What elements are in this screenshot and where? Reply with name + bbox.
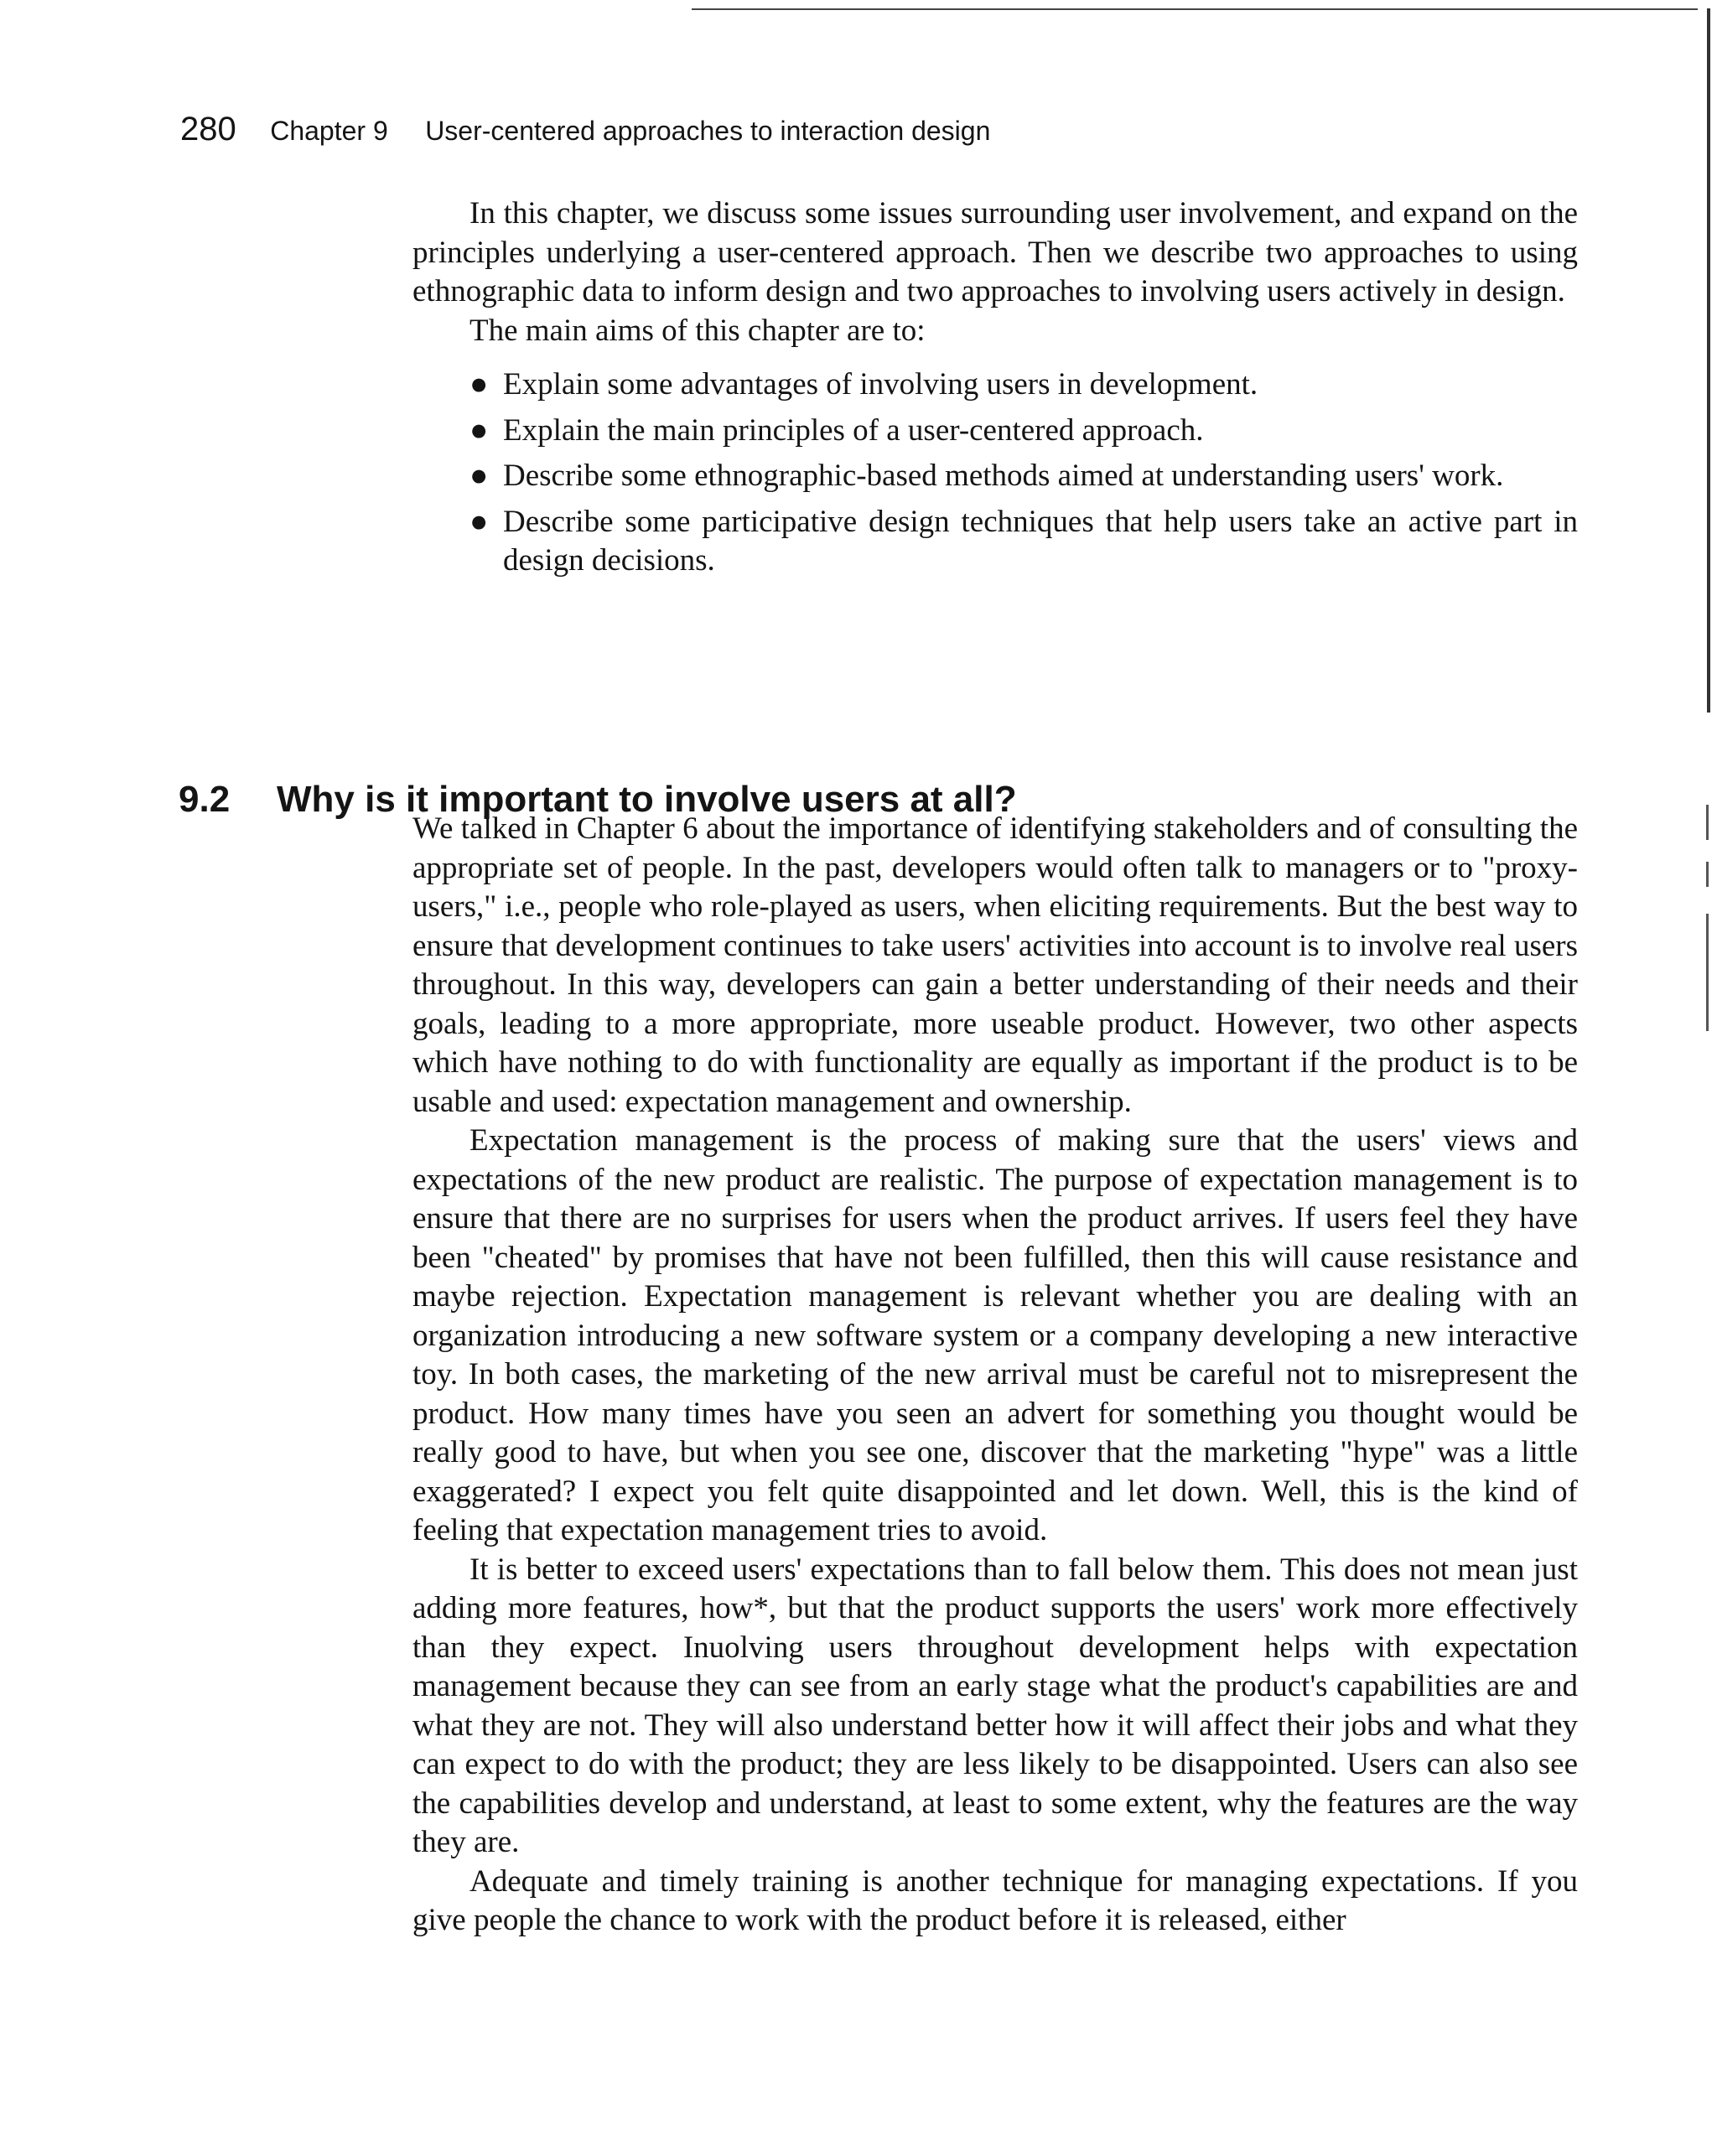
- intro-paragraph: In this chapter, we discuss some issues surrounding user involvement, and expand on the principles underlying a user-centered approach. Then we describe two approaches to using ethnographic data to inform design and two approaches to involving users actively in design.: [412, 196, 1578, 308]
- chapter-label: Chapter 9: [270, 116, 388, 146]
- running-head: [180, 111, 990, 148]
- body-paragraph: We talked in Chapter 6 about the importance of identifying stakeholders and of consulting the appropriate set of people. In the past, developers would often talk to managers or to "proxy-users," i.e., people who role-played as users, when eliciting requirements. But the best way to ensure that development continues to take users' activities into account is to involve real users throughout. In this way, developers can gain a better understanding of their needs and their goals, leading to a more appropriate, more useable product. However, two other aspects which have nothing to do with functionality are equally as important if the product is to be usable and used: expectation management and ownership.: [412, 811, 1578, 1119]
- list-item: [412, 503, 1578, 581]
- body-paragraph: Expectation management is the process of making sure that the users' views and expectations of the new product are realistic. The purpose of expectation management is to ensure that there are no surprises for users when the product arrives. If users feel they have been "cheated" by promises that have not been fulfilled, then this will cause resistance and maybe rejection. Expectation management is relevant whether you are dealing with an organization introducing a new software system or a company developing a new interactive toy. In both cases, the marketing of the new arrival must be careful not to misrepresent the product. How many times have you seen an advert for something you thought would be really good to have, but when you see one, discover that the marketing "hype" was a little exaggerated? I expect you felt quite disappointed and let down. Well, this is the kind of feeling that expectation management tries to avoid.: [412, 1123, 1578, 1547]
- aim-text: Explain some advantages of involving users in development.: [503, 367, 1258, 402]
- list-item: [412, 412, 1578, 451]
- aim-text: Explain the main principles of a user-centered approach.: [503, 412, 1204, 448]
- scan-mark: [1706, 862, 1709, 887]
- scan-edge-top: [692, 8, 1698, 10]
- list-item: [412, 457, 1578, 496]
- section-title: Why is it important to involve users at all?: [277, 778, 1017, 820]
- intro-section: [412, 194, 1578, 588]
- section-number: 9.2: [179, 778, 231, 820]
- bullet-icon: ●: [469, 367, 489, 402]
- bullet-icon: ●: [469, 412, 489, 448]
- scan-edge-right: [1707, 8, 1710, 713]
- page-number: 280: [180, 111, 236, 148]
- chapter-title: User-centered approaches to interaction design: [425, 116, 991, 146]
- list-item: [412, 365, 1578, 405]
- aim-text: Describe some ethnographic-based methods aimed at understanding users' work.: [503, 459, 1504, 493]
- scan-mark: [1706, 805, 1709, 840]
- bullet-icon: ●: [469, 459, 489, 493]
- bullet-icon: ●: [469, 504, 489, 539]
- aims-list: [412, 365, 1578, 581]
- aims-lead: The main aims of this chapter are to:: [469, 313, 926, 348]
- body-paragraph: Adequate and timely training is another technique for managing expectations. If you give people the chance to work with the product before it is released, either: [412, 1863, 1578, 1937]
- scan-mark: [1706, 914, 1709, 1031]
- aim-text: Describe some participative design techniques that help users take an active part in design decisions.: [503, 504, 1578, 578]
- body-paragraph: It is better to exceed users' expectations than to fall below them. This does not mean just adding more features, how*, but that the product supports the users' work more effectively than they expect. Inuolving users throughout development helps with expectation management because they can see from an early stage what the product's capabilities are and what they are not. They will also understand better how it will affect their jobs and what they can expect to do with the product; they are less likely to be disappointed. Users can also see the capabilities develop and understand, at least to some extent, why the features are the way they are.: [412, 1552, 1578, 1859]
- section-body: [412, 810, 1578, 1941]
